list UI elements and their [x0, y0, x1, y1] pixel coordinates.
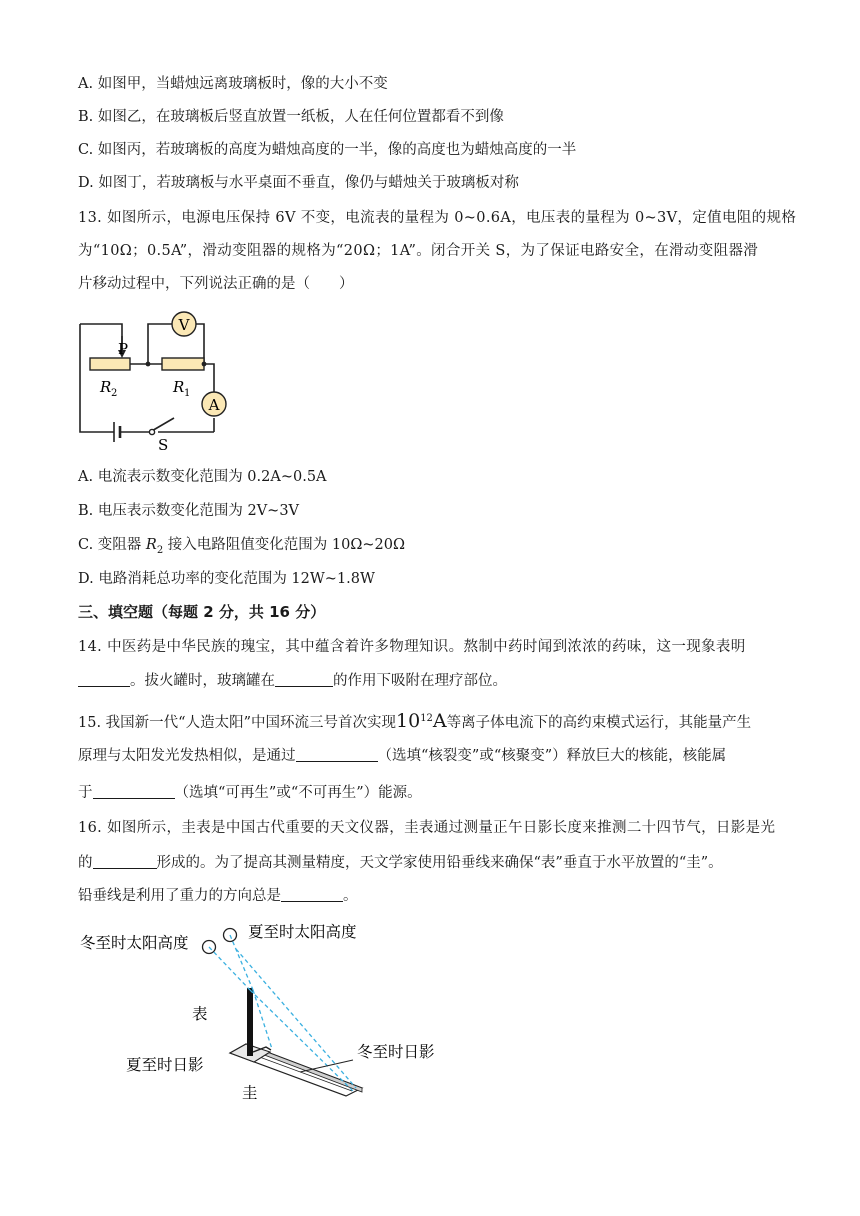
q13-stem-line2: 为“10Ω；0.5A”，滑动变阻器的规格为“20Ω；1A”。闭合开关 S，为了保证电路安全，在滑动变阻器滑	[78, 243, 759, 259]
resistor-r1	[162, 358, 204, 370]
q16-line2-b: 形成的。为了提高其测量精度，天文学家使用铅垂线来确保“表”垂直于水平放置的“圭”。	[156, 855, 723, 871]
q16-line3-a: 铅垂线是利用了重力的方向总是	[78, 888, 281, 904]
r1-label: R	[173, 378, 185, 396]
junction-dot	[202, 362, 207, 367]
section3-heading: 三、填空题（每题 2 分，共 16 分）	[78, 603, 326, 621]
q15-blank-1[interactable]	[296, 747, 378, 762]
r1-subscript: 1	[184, 388, 191, 399]
winter-shadow-leader	[300, 1060, 353, 1072]
q15-power-unit: A	[432, 709, 447, 732]
circuit-diagram	[74, 306, 244, 456]
q16-line3	[78, 886, 358, 906]
q14-line2	[78, 671, 507, 691]
biao-label: 表	[192, 1005, 208, 1023]
summer-sun-label: 夏至时太阳高度	[248, 923, 357, 941]
junction-dot	[146, 362, 151, 367]
summer-shadow-label: 夏至时日影	[126, 1056, 204, 1074]
q15-line1-b: 等离子体电流下的高约束模式运行，其能量产生	[446, 714, 752, 731]
r2-label: R	[100, 378, 112, 396]
q14-line2-a: 。拔火罐时，玻璃罐在	[130, 673, 275, 689]
q16-line1: 16. 如图所示，圭表是中国古代重要的天文仪器，圭表通过测量正午日影长度来推测二十四节气，日影是光	[78, 820, 776, 836]
winter-sun-label: 冬至时太阳高度	[80, 934, 189, 952]
q15-line1	[78, 709, 751, 733]
q13-option-c-suffix: 接入电路阻值变化范围为 10Ω~20Ω	[163, 537, 406, 553]
q14-line2-b: 的作用下吸附在理疗部位。	[333, 673, 507, 689]
q13-option-a: A. 电流表示数变化范围为 0.2A~0.5A	[78, 469, 327, 485]
q16-line2-a: 的	[78, 855, 93, 871]
q15-line2-b: （选填“核裂变”或“核聚变”）释放巨大的核能，核能属	[377, 748, 727, 764]
q16-line2	[78, 853, 723, 873]
q15-power-base: 10	[396, 709, 421, 732]
q13-stem-line3: 片移动过程中，下列说法正确的是（ ）	[78, 276, 354, 292]
q12-option-b: B. 如图乙，在玻璃板后竖直放置一纸板，人在任何位置都看不到像	[78, 109, 504, 125]
q15-line3	[78, 783, 422, 803]
switch-label: S	[158, 436, 169, 454]
gui-label: 圭	[242, 1084, 258, 1102]
q16-blank-1[interactable]	[93, 854, 157, 869]
voltmeter-label: V	[178, 316, 190, 334]
q15-line2	[78, 746, 726, 766]
q12-option-a: A. 如图甲，当蜡烛远离玻璃板时，像的大小不变	[78, 76, 388, 92]
guibiao-figure	[70, 916, 460, 1116]
q13-option-b: B. 电压表示数变化范围为 2V~3V	[78, 503, 300, 519]
q15-line1-a: 15. 我国新一代“人造太阳”中国环流三号首次实现	[78, 714, 396, 731]
q13-option-c	[78, 535, 405, 561]
gui-groove	[254, 1055, 352, 1091]
q15-line3-b: （选填“可再生”或“不可再生”）能源。	[174, 785, 422, 801]
q13-option-c-var: R	[145, 537, 157, 553]
q13-option-c-sub: 2	[156, 544, 164, 556]
q15-power-exponent: 12	[420, 713, 433, 724]
q13-stem-line1: 13. 如图所示，电源电压保持 6V 不变，电流表的量程为 0~0.6A，电压表的量程为 0~3V，定值电阻的规格	[78, 210, 797, 226]
resistor-r2	[90, 358, 130, 370]
ammeter-label: A	[208, 396, 220, 414]
q16-line3-b: 。	[343, 888, 358, 904]
q14-blank-1[interactable]	[78, 672, 130, 687]
q15-blank-2[interactable]	[93, 784, 175, 799]
biao-pole	[247, 988, 253, 1056]
q12-option-c: C. 如图丙，若玻璃板的高度为蜡烛高度的一半，像的高度也为蜡烛高度的一半	[78, 142, 577, 158]
q12-option-d: D. 如图丁，若玻璃板与水平桌面不垂直，像仍与蜡烛关于玻璃板对称	[78, 175, 519, 191]
q13-option-c-prefix: C. 变阻器	[78, 537, 146, 553]
q16-blank-2[interactable]	[281, 887, 343, 902]
switch-contact	[149, 429, 154, 434]
r2-subscript: 2	[111, 388, 118, 399]
winter-shadow-label: 冬至时日影	[357, 1043, 435, 1061]
q14-line1: 14. 中医药是中华民族的瑰宝，其中蕴含着许多物理知识。熬制中药时闻到浓浓的药味，这一现象表明	[78, 639, 746, 655]
slider-label: P	[118, 340, 129, 358]
q13-option-d: D. 电路消耗总功率的变化范围为 12W~1.8W	[78, 571, 375, 587]
q15-line3-a: 于	[78, 785, 93, 801]
q14-blank-2[interactable]	[275, 672, 333, 687]
q15-line2-a: 原理与太阳发光发热相似，是通过	[78, 748, 296, 764]
